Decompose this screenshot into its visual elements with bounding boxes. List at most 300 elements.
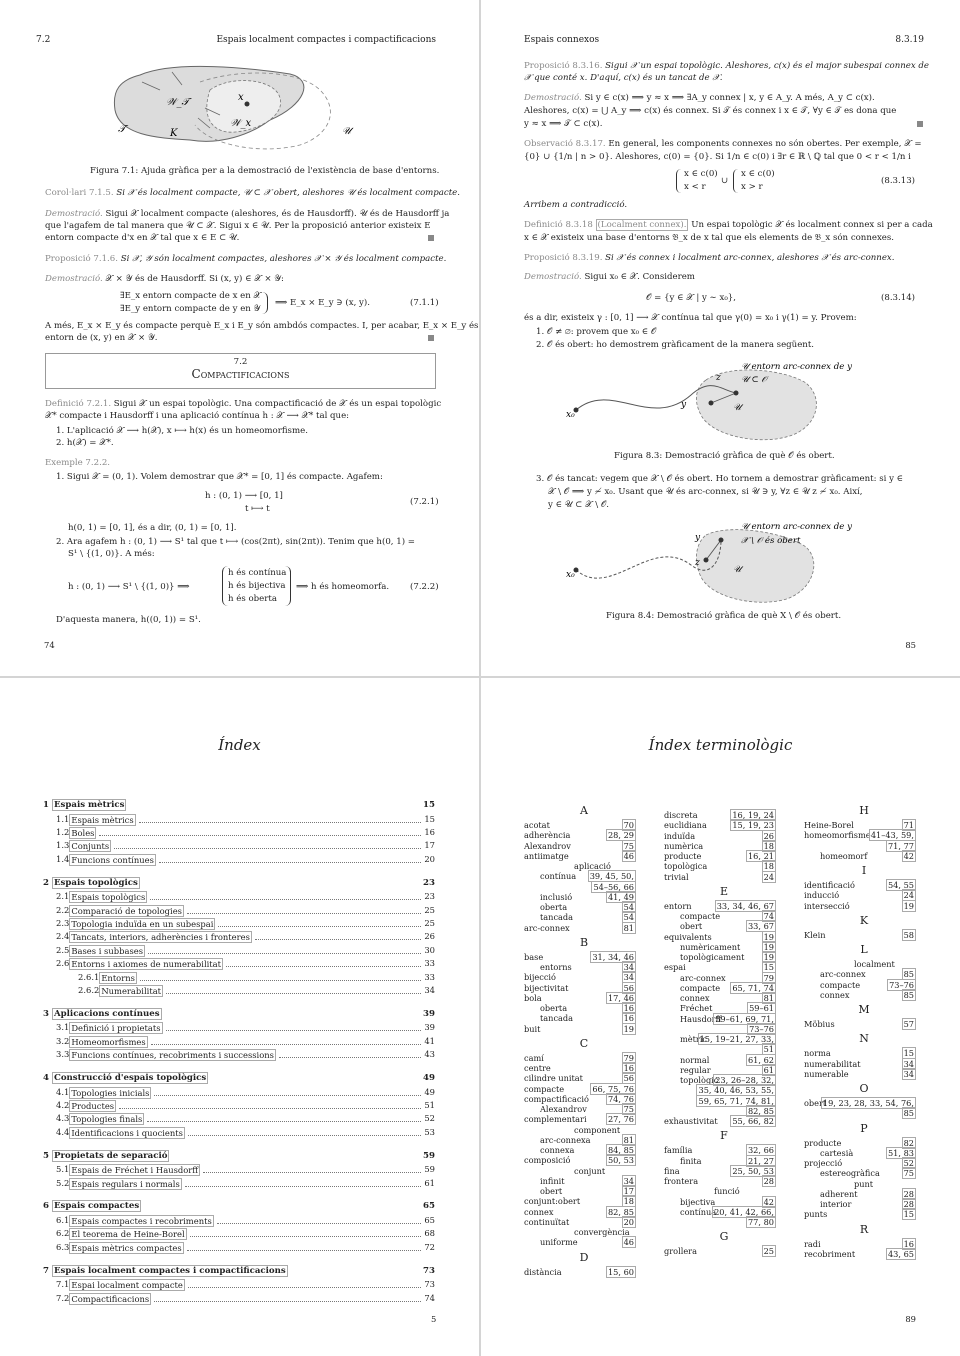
toc-item-number: 1.1 <box>56 813 70 824</box>
index-letter-heading: K <box>859 913 869 927</box>
toc-item-number: 3.1 <box>56 1022 70 1033</box>
index-pages[interactable]: 19 <box>623 1023 634 1034</box>
index-pages[interactable]: 79 <box>763 972 774 983</box>
index-pages[interactable]: 19 <box>763 931 774 942</box>
proof-line: entorn de (x, y) en 𝒳 × 𝒴. <box>45 333 158 343</box>
list-item: 2. Ara agafem h : (0, 1) ⟶ S¹ tal que t ⟼ (cos(2πt), sin(2πt)). Tenim que h(0, 1) = <box>56 537 415 547</box>
toc-page: 49 <box>423 1073 435 1083</box>
proof-line: que l'agafem de tal manera que 𝒰 ⊂ 𝒳. Sigui x ∈ 𝒰. Per la proposició anterior existeix E <box>45 221 431 231</box>
toc-item-number: 2.6 <box>56 958 70 969</box>
toc-page: 52 <box>424 1113 435 1124</box>
toc-item-label: Topologies finals <box>71 1114 143 1125</box>
page-number: 85 <box>905 640 916 650</box>
toc-item-label: Espais regulars i normals <box>71 1178 180 1189</box>
index-pages[interactable]: 34 <box>623 962 634 972</box>
index-pages[interactable]: 56 <box>623 1073 634 1084</box>
eq-line: x ∈ c(0) <box>741 169 775 179</box>
fig-label-u: 𝒰 <box>733 403 742 413</box>
index-term: compacte <box>524 1083 565 1094</box>
toc-item-number: 4.2 <box>56 1099 70 1110</box>
index-pages[interactable]: 85 <box>903 989 914 1000</box>
list-item: 𝒳 \ 𝒪 ⟹ y ≁ x₀. Usant que 𝒰 és arc-connex, si 𝒰 ∋ y, ∀z ∈ 𝒰 z ≁ x₀. Així, <box>548 487 863 497</box>
index-term: frontera <box>664 1176 699 1186</box>
fig-label-wx: 𝒲_x <box>230 118 252 129</box>
index-pages[interactable]: 74 <box>763 911 774 921</box>
index-pages[interactable]: 16 <box>623 1063 634 1073</box>
toc-item-number: 1.3 <box>56 840 70 851</box>
index-term: norma <box>804 1048 831 1059</box>
index-pages[interactable]: 73–76 <box>889 979 914 990</box>
toc-item[interactable] <box>56 814 435 826</box>
index-pages[interactable]: 66, 75, 76 <box>592 1083 634 1094</box>
example-label: Exemple 7.2.2. <box>45 458 111 468</box>
index-pages[interactable]: 74, 76 <box>607 1093 634 1104</box>
list-item: 3. 𝒪 és tancat: vegem que 𝒳 \ 𝒪 és obert. Ho tornem a demostrar gràficament: si y ∈ <box>536 474 904 484</box>
index-pages[interactable]: 82, 85 <box>747 1105 774 1116</box>
index-pages[interactable]: 31, 34, 46 <box>592 951 634 962</box>
index-pages[interactable]: 19 <box>903 900 914 911</box>
index-pages[interactable]: 21, 27 <box>747 1155 774 1166</box>
toc-item-label: Funcions contínues, recobriments i successions <box>71 1050 274 1061</box>
index-term: Alexandrov <box>540 1104 587 1114</box>
index-term: bijecció <box>524 972 556 983</box>
index-pages[interactable]: 24 <box>903 890 914 901</box>
index-pages[interactable]: 59–61 <box>749 1003 774 1014</box>
index-pages[interactable]: 42 <box>903 850 914 861</box>
toc-item-label: Espais compactes i recobriments <box>71 1215 212 1226</box>
toc-item[interactable] <box>56 905 435 917</box>
index-pages[interactable]: 15 <box>903 1209 914 1220</box>
index-term: cilindre unitat <box>524 1073 583 1084</box>
toc-page: 16 <box>424 826 435 837</box>
index-term: equivalents <box>664 931 712 942</box>
toc-page: 17 <box>424 840 435 851</box>
index-pages[interactable]: 23, 26–28, 32, <box>715 1075 774 1085</box>
index-pages[interactable]: 75 <box>623 1104 634 1114</box>
index-pages[interactable]: 16 <box>623 1013 634 1024</box>
index-letter-heading: E <box>719 884 729 898</box>
toc-item[interactable] <box>56 1242 435 1254</box>
toc-item[interactable] <box>56 931 435 943</box>
index-pages[interactable]: 28 <box>903 1188 914 1199</box>
toc-chapter[interactable] <box>43 1151 435 1161</box>
index-term: obert <box>540 1186 563 1196</box>
index-pages[interactable]: 57 <box>903 1019 914 1029</box>
index-pages[interactable]: 75 <box>623 840 634 851</box>
index-pages[interactable]: 59–61, 69, 71, <box>715 1013 774 1024</box>
index-pages[interactable]: 26 <box>763 830 774 841</box>
toc-item[interactable] <box>78 972 435 984</box>
figure-caption: Figura 8.3: Demostració gràfica de què 𝒪 és obert. <box>614 451 835 461</box>
toc-chapter[interactable] <box>43 878 435 888</box>
page-74 <box>0 0 479 676</box>
index-pages[interactable]: 50, 53 <box>607 1155 634 1166</box>
toc-item-label: Topologies inicials <box>71 1087 150 1098</box>
index-pages[interactable]: 33, 67 <box>747 921 774 932</box>
index-pages[interactable]: 56 <box>623 982 634 993</box>
index-pages[interactable]: 84, 85 <box>607 1145 634 1155</box>
toc-item[interactable] <box>56 891 435 903</box>
toc-item-number: 2.2 <box>56 904 70 915</box>
index-term: finita <box>680 1155 702 1166</box>
toc-item[interactable] <box>56 1178 435 1190</box>
fig-label-y: y <box>695 533 701 543</box>
definition-text: Sigui 𝒳 un espai topològic. Una compactificació de 𝒳 és un espai topològic <box>113 399 442 409</box>
index-term: intersecció <box>804 900 850 911</box>
index-term: inclusió <box>540 891 573 902</box>
toc-item-number: 7.2 <box>56 1292 70 1303</box>
index-pages[interactable]: 28 <box>903 1199 914 1209</box>
proposition-label: Proposició 7.1.6. <box>45 254 118 264</box>
index-pages[interactable]: 17 <box>623 1186 634 1196</box>
index-pages[interactable]: 39, 45, 50, <box>589 871 634 882</box>
toc-item-label: Espais topològics <box>71 892 146 903</box>
index-pages[interactable]: 81 <box>763 993 774 1003</box>
toc-item-number: 4.4 <box>56 1126 70 1137</box>
index-letter-heading: G <box>719 1230 729 1244</box>
index-pages[interactable]: 15, 60 <box>607 1266 634 1277</box>
remark-label: Observació 8.3.17. <box>524 139 606 149</box>
index-term: producte <box>664 851 702 861</box>
eq-line: x > r <box>741 182 763 192</box>
index-pages[interactable]: 51, 83 <box>887 1147 914 1158</box>
index-pages[interactable]: 34 <box>623 1175 634 1186</box>
index-pages[interactable]: 54 <box>623 912 634 923</box>
index-term: acotat <box>524 820 550 830</box>
index-pages[interactable]: 15, 19, 23 <box>732 820 774 831</box>
index-term: punt <box>854 1178 874 1189</box>
fig-label-z: z <box>716 373 721 383</box>
toc-page: 20 <box>424 853 435 864</box>
index-pages[interactable]: 32, 66 <box>747 1145 774 1156</box>
index-pages[interactable]: 15 <box>763 962 774 973</box>
index-pages[interactable]: 16, 19, 24 <box>732 810 774 820</box>
index-pages[interactable]: 19, 23, 28, 33, 54, 76, <box>822 1098 914 1108</box>
toc-item-number: 3.2 <box>56 1035 70 1046</box>
toc-item-number: 2.3 <box>56 917 70 928</box>
index-term: mètric <box>680 1034 708 1044</box>
index-term: grollera <box>664 1246 697 1257</box>
index-term: discreta <box>664 810 698 820</box>
index-term: contínua <box>540 871 577 882</box>
index-pages[interactable]: 19 <box>763 941 774 952</box>
toc-page: 34 <box>424 984 435 995</box>
index-pages[interactable]: 46 <box>623 850 634 861</box>
index-term: fina <box>664 1165 680 1176</box>
eq-line: ∃E_y entorn compacte de y en 𝒴 <box>120 304 261 314</box>
index-term: trivial <box>664 871 689 882</box>
eq-number: (7.1.1) <box>410 298 439 308</box>
index-pages[interactable]: 25 <box>763 1246 774 1257</box>
proof-line: Si y ∈ c(x) ⟹ y ≈ x ⟹ ∃A_y connex | x, y ∈ A_y. A més, A_y ⊂ c(x). <box>584 93 875 103</box>
toc-item-label: Numerabilitat <box>101 985 162 996</box>
toc-item-number: 2.5 <box>56 944 70 955</box>
eq-number: (7.2.1) <box>410 497 439 507</box>
index-pages[interactable]: 79 <box>623 1052 634 1063</box>
toc-item[interactable] <box>56 1100 435 1112</box>
toc-chapter[interactable] <box>43 800 435 810</box>
qed-mark <box>428 335 434 341</box>
toc-page: 51 <box>424 1099 435 1110</box>
toc-item-number: 4.1 <box>56 1086 70 1097</box>
index-pages[interactable]: 41, 49 <box>607 891 634 902</box>
index-term: entorns <box>540 962 572 972</box>
toc-item[interactable] <box>56 958 435 970</box>
eq-line: 𝒪 = {y ∈ 𝒳 | y ∼ x₀}, <box>646 293 736 303</box>
index-pages[interactable]: 16 <box>623 1003 634 1013</box>
toc-item[interactable] <box>78 985 435 997</box>
toc-page: 65 <box>424 1214 435 1225</box>
eq-line: h : (0, 1) ⟶ S¹ \ {(1, 0)} ⟹ <box>68 582 190 592</box>
index-term: oberta <box>540 1003 568 1013</box>
eq-line: h és bijectiva <box>228 581 286 591</box>
index-pages[interactable]: 52 <box>903 1158 914 1168</box>
index-pages[interactable]: 81 <box>623 1134 634 1145</box>
index-term: Heine-Borel <box>804 820 854 830</box>
toc-item-number: 5.2 <box>56 1177 70 1188</box>
index-pages[interactable]: 33, 34, 46, 67 <box>716 900 774 911</box>
toc-item[interactable] <box>56 1049 435 1061</box>
index-pages[interactable]: 16 <box>903 1238 914 1249</box>
index-letter-heading: N <box>859 1032 869 1046</box>
toc-chapter-label: 6 Espais compactes <box>43 1201 140 1212</box>
index-pages[interactable]: 41–43, 59, <box>870 830 914 841</box>
index-pages[interactable]: 59, 65, 71, 74, 81, <box>698 1095 774 1106</box>
index-pages[interactable]: 20, 41, 42, 66, <box>714 1206 774 1217</box>
index-pages[interactable]: 18 <box>763 840 774 851</box>
toc-page: 23 <box>424 891 435 902</box>
index-term: antiimatge <box>524 850 569 861</box>
index-term: buit <box>524 1023 541 1034</box>
index-term: punts <box>804 1209 828 1220</box>
qed-mark <box>917 121 923 127</box>
index-pages[interactable]: 73–76 <box>749 1023 774 1034</box>
index-term: contínua <box>680 1206 717 1217</box>
index-term: espai <box>664 962 686 973</box>
section-title: Compactificacions <box>191 367 290 381</box>
corollary-text: Si 𝒳 és localment compacte, 𝒰 ⊂ 𝒳 obert, aleshores 𝒰 és localment compacte. <box>116 188 460 198</box>
toc-item[interactable] <box>56 1215 435 1227</box>
index-pages[interactable]: 15, 19–21, 27, 33, <box>699 1034 774 1044</box>
toc-page: 49 <box>424 1086 435 1097</box>
index-term: conjunt <box>574 1165 606 1176</box>
toc-item-label: Entorns <box>101 972 135 983</box>
index-pages[interactable]: 85 <box>903 1108 914 1119</box>
index-pages[interactable]: 58 <box>903 929 914 940</box>
toc-item[interactable] <box>56 918 435 930</box>
toc-item[interactable] <box>56 1279 435 1291</box>
proof-label: Demostració. <box>524 93 582 103</box>
definition-text: Un espai topològic 𝒳 és localment connex si per a cada <box>691 220 933 230</box>
index-letter-heading: H <box>859 804 869 817</box>
toc-item-label: Funcions contínues <box>71 854 154 865</box>
toc-item[interactable] <box>56 840 435 852</box>
index-pages[interactable]: 34 <box>623 972 634 983</box>
index-letter-heading: M <box>858 1003 870 1016</box>
index-pages[interactable]: 15 <box>903 1048 914 1059</box>
index-pages[interactable]: 25, 50, 53 <box>732 1165 774 1176</box>
list-item: S¹ \ {(1, 0)}. A més: <box>68 549 155 559</box>
brace <box>262 292 268 314</box>
proposition-text: Sigui 𝒳 un espai topològic. Aleshores, c(x) és el major subespai connex de <box>605 61 930 71</box>
toc-item[interactable] <box>56 854 435 866</box>
index-pages[interactable]: 54, 55 <box>887 880 914 890</box>
page-number: 5 <box>431 1314 437 1324</box>
brace <box>733 169 738 193</box>
index-letter-heading: C <box>579 1036 589 1050</box>
toc-item-number: 2.4 <box>56 931 70 942</box>
toc-page: 33 <box>424 971 435 982</box>
index-term: oberta <box>540 902 568 912</box>
index-letter-heading: D <box>579 1250 589 1264</box>
toc-page: 30 <box>424 944 435 955</box>
toc-item[interactable] <box>56 1293 435 1305</box>
toc-chapter[interactable] <box>43 1201 435 1211</box>
toc-item[interactable] <box>56 1022 435 1034</box>
index-term: uniforme <box>540 1237 578 1248</box>
index-pages[interactable]: 46 <box>623 1237 634 1248</box>
toc-item[interactable] <box>56 1164 435 1176</box>
header-right: Espais localment compactes i compactificacions <box>216 35 436 45</box>
toc-item[interactable] <box>56 827 435 839</box>
index-letter-heading: P <box>860 1121 868 1135</box>
index-term: arc-connex <box>820 969 866 980</box>
definition-text: x ∈ 𝒳 existeix una base d'entorns 𝔅_x de x tal que els elements de 𝔅_x són connexes. <box>524 233 895 243</box>
proof-line: A més, E_x × E_y és compacte perquè E_x i E_y són ambdós compactes. I, per acabar, E_x × E_y és <box>45 321 479 331</box>
example-line: D'aquesta manera, h((0, 1)) = S¹. <box>56 615 201 625</box>
index-term: funció <box>714 1186 740 1197</box>
fig-label-x0: x₀ <box>566 570 575 580</box>
index-pages[interactable]: 75 <box>903 1168 914 1179</box>
index-pages[interactable]: 77, 80 <box>747 1217 774 1227</box>
index-pages[interactable]: 82 <box>903 1137 914 1148</box>
index-pages[interactable]: 19 <box>763 952 774 962</box>
index-pages[interactable]: 85 <box>903 969 914 980</box>
index-term: entorn <box>664 900 692 911</box>
toc-item-number: 6.2 <box>56 1228 70 1239</box>
toc-item-label: Entorns i axiomes de numerabilitat <box>71 959 222 970</box>
proposition-label: Proposició 8.3.16. <box>524 61 603 71</box>
proposition-text: Si 𝒳, 𝒴 són localment compactes, aleshores 𝒳 × 𝒴 és localment compacte. <box>120 254 447 264</box>
remark-text: Arribem a contradicció. <box>524 200 628 210</box>
index-pages[interactable]: 28 <box>763 1176 774 1186</box>
index-pages[interactable]: 27, 76 <box>607 1114 634 1125</box>
index-pages[interactable]: 70 <box>623 820 634 830</box>
index-pages[interactable]: 34 <box>903 1068 914 1079</box>
index-pages[interactable]: 35, 40, 46, 53, 55, <box>698 1085 774 1096</box>
proposition-label: Proposició 8.3.19. <box>524 253 603 263</box>
index-term: obert <box>680 921 703 932</box>
toc-item[interactable] <box>56 945 435 957</box>
toc-chapter[interactable] <box>43 1009 435 1019</box>
definition-label: Definició 7.2.1. <box>45 399 112 409</box>
index-pages[interactable]: 43, 65 <box>887 1248 914 1259</box>
index-term: cartesià <box>820 1147 854 1158</box>
toc-item-number: 7.1 <box>56 1279 70 1290</box>
index-term: normal <box>680 1054 710 1065</box>
index-term: homeomorfisme <box>804 830 871 841</box>
fig-note: 𝒰 entorn arc-connex de y <box>741 362 852 372</box>
index-pages[interactable]: 54 <box>623 902 634 912</box>
eq-line: ⟹ h és homeomorfa. <box>296 582 390 592</box>
eq-line: h és contínua <box>228 568 287 578</box>
index-term: numerable <box>804 1068 849 1079</box>
toc-item-number: 1.2 <box>56 826 70 837</box>
index-pages[interactable]: 71 <box>903 820 914 830</box>
toc-page: 33 <box>424 958 435 969</box>
index-pages[interactable]: 55, 66, 82 <box>732 1116 774 1126</box>
index-term: base <box>524 951 544 962</box>
toc-item[interactable] <box>56 1113 435 1125</box>
index-term: obert <box>804 1098 827 1108</box>
toc-page: 41 <box>424 1035 435 1046</box>
index-pages[interactable]: 18 <box>763 861 774 872</box>
toc-chapter[interactable] <box>43 1266 435 1276</box>
toc-page: 25 <box>424 917 435 928</box>
index-letter-heading: A <box>580 804 588 817</box>
toc-item[interactable] <box>56 1087 435 1099</box>
proof-line: és a dir, existeix γ : [0, 1] ⟶ 𝒳 contínua tal que γ(0) = x₀ i γ(1) = y. Provem: <box>524 313 857 323</box>
index-term: convergència <box>574 1227 630 1237</box>
page-toc <box>0 678 479 1356</box>
toc-item-number: 1.4 <box>56 853 70 864</box>
toc-item-label: Espais mètrics compactes <box>71 1242 182 1253</box>
index-term: interior <box>820 1199 852 1209</box>
index-term: identificació <box>804 880 855 890</box>
index-pages[interactable]: 24 <box>763 871 774 882</box>
index-pages[interactable]: 51 <box>763 1044 774 1055</box>
fig-label-u: 𝒰 <box>733 565 742 575</box>
index-pages[interactable]: 34 <box>903 1058 914 1069</box>
index-pages[interactable]: 54–56, 66 <box>593 881 634 892</box>
index-pages[interactable]: 71, 77 <box>887 840 914 851</box>
toc-item-label: Bases i subbases <box>71 945 143 956</box>
toc-page: 59 <box>423 1150 435 1161</box>
example-line: h(0, 1) = [0, 1], és a dir, (0, 1) = [0, 1]. <box>68 523 237 533</box>
index-pages[interactable]: 42 <box>763 1196 774 1207</box>
index-pages[interactable]: 81 <box>623 922 634 933</box>
toc-chapter[interactable] <box>43 1073 435 1083</box>
toc-item-label: Topologia induïda en un subespai <box>71 918 214 929</box>
toc-item[interactable] <box>56 1036 435 1048</box>
figure-caption: Figura 8.4: Demostració gràfica de què X \ 𝒪 és obert. <box>606 611 842 621</box>
toc-item-number: 6.1 <box>56 1214 70 1225</box>
index-pages[interactable]: 20 <box>623 1216 634 1227</box>
page-title: Índex <box>218 736 261 754</box>
index-term: bola <box>524 992 542 1003</box>
index-pages[interactable]: 61, 62 <box>747 1054 774 1065</box>
qed-mark <box>428 235 434 241</box>
index-term: homeomorf <box>820 850 868 861</box>
index-pages[interactable]: 65, 71, 74 <box>732 982 774 993</box>
proof-label: Demostració. <box>45 209 103 219</box>
index-pages[interactable]: 61 <box>763 1064 774 1075</box>
brace <box>676 169 681 193</box>
toc-item-number: 3.3 <box>56 1049 70 1060</box>
toc-page: 15 <box>423 800 435 810</box>
index-term: numèrica <box>664 840 704 851</box>
index-term: família <box>664 1145 693 1156</box>
toc-item[interactable] <box>56 1228 435 1240</box>
index-pages[interactable]: 18 <box>623 1196 634 1207</box>
fig-label-z: z <box>695 558 700 568</box>
index-term: numerabilitat <box>804 1058 861 1069</box>
index-pages[interactable]: 28, 29 <box>607 830 634 841</box>
index-pages[interactable]: 17, 46 <box>607 992 634 1003</box>
index-pages[interactable]: 16, 21 <box>747 851 774 861</box>
toc-item[interactable] <box>56 1127 435 1139</box>
index-pages[interactable]: 82, 85 <box>607 1206 634 1217</box>
